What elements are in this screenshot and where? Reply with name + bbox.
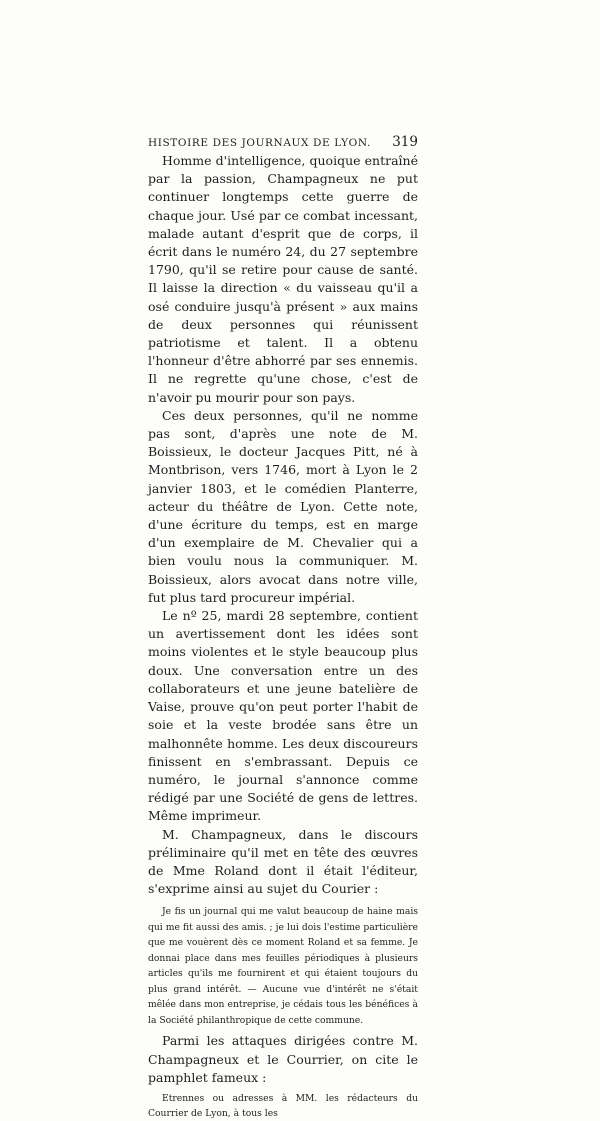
page-body bbox=[148, 152, 418, 1121]
page-number: 319 bbox=[392, 134, 418, 150]
paragraph: Ces deux personnes, qu'il ne nomme pas sont, d'après une note de M. Boissieux, le docteur Jacques Pitt, né à Montbrison, vers 1746, mort à Lyon le 2 janvier 1803, et le comédien Planterre, acteur du théâtre de Lyon. Cette note, d'une écriture du temps, est en marge d'un exemplaire de M. Chevalier qui a bien voulu nous la communiquer. M. Boissieux, alors avocat dans notre ville, fut plus tard procureur impérial. bbox=[148, 407, 418, 605]
paragraph: Le nº 25, mardi 28 septembre, contient un avertissement dont les idées sont moins violentes et le style beaucoup plus doux. Une conversation entre un des collaborateurs et une jeune batelière de Vaise, prouve qu'on peut porter l'habit de soie et la veste brodée sans être un malhonnête homme. Les deux discoureurs finissent en s'embrassant. Depuis ce numéro, le journal s'annonce comme rédigé par une Société de gens de lettres. Même imprimeur. bbox=[148, 608, 418, 824]
paragraph: Parmi les attaques dirigées contre M. Champagneux et le Courrier, on cite le pamphlet fameux : bbox=[148, 1033, 418, 1085]
running-title: HISTOIRE DES JOURNAUX DE LYON. bbox=[148, 137, 371, 149]
block-quote: Je fis un journal qui me valut beaucoup de haine mais qui me fit aussi des amis. ; je lui dois l'estime particulière que me vouèrent dès ce moment Roland et sa femme. Je donnai place dans mes feuilles périodiques à plusieurs articles qu'ils me fournirent et qui étaient toujours du plus grand intérêt. — Aucune vue d'intérêt ne s'était mêlée dans mon entreprise, je cédais tous les bénéfices à la Société philanthropique de cette commune. bbox=[148, 906, 418, 1026]
paragraph: Homme d'intelligence, quoique entraîné par la passion, Champagneux ne put continuer longtemps cette guerre de chaque jour. Usé par ce combat incessant, malade autant d'esprit que de corps, il écrit dans le numéro 24, du 27 septembre 1790, qu'il se retire pour cause de santé. Il laisse la direction « du vaisseau qu'il a osé conduire jusqu'à présent » aux mains de deux personnes qui réunissent patriotisme et talent. Il a obtenu l'honneur d'être abhorré par ses ennemis. Il ne regrette qu'une chose, c'est de n'avoir pu mourir pour son pays. bbox=[148, 153, 418, 405]
pamphlet-title-extract: Etrennes ou adresses à MM. les rédacteurs du Courrier de Lyon, à tous les bbox=[148, 1092, 418, 1119]
page-header bbox=[148, 134, 418, 150]
paragraph: M. Champagneux, dans le discours préliminaire qu'il met en tête des œuvres de Mme Roland dont il était l'éditeur, s'exprime ainsi au sujet du Courier : bbox=[148, 826, 418, 897]
